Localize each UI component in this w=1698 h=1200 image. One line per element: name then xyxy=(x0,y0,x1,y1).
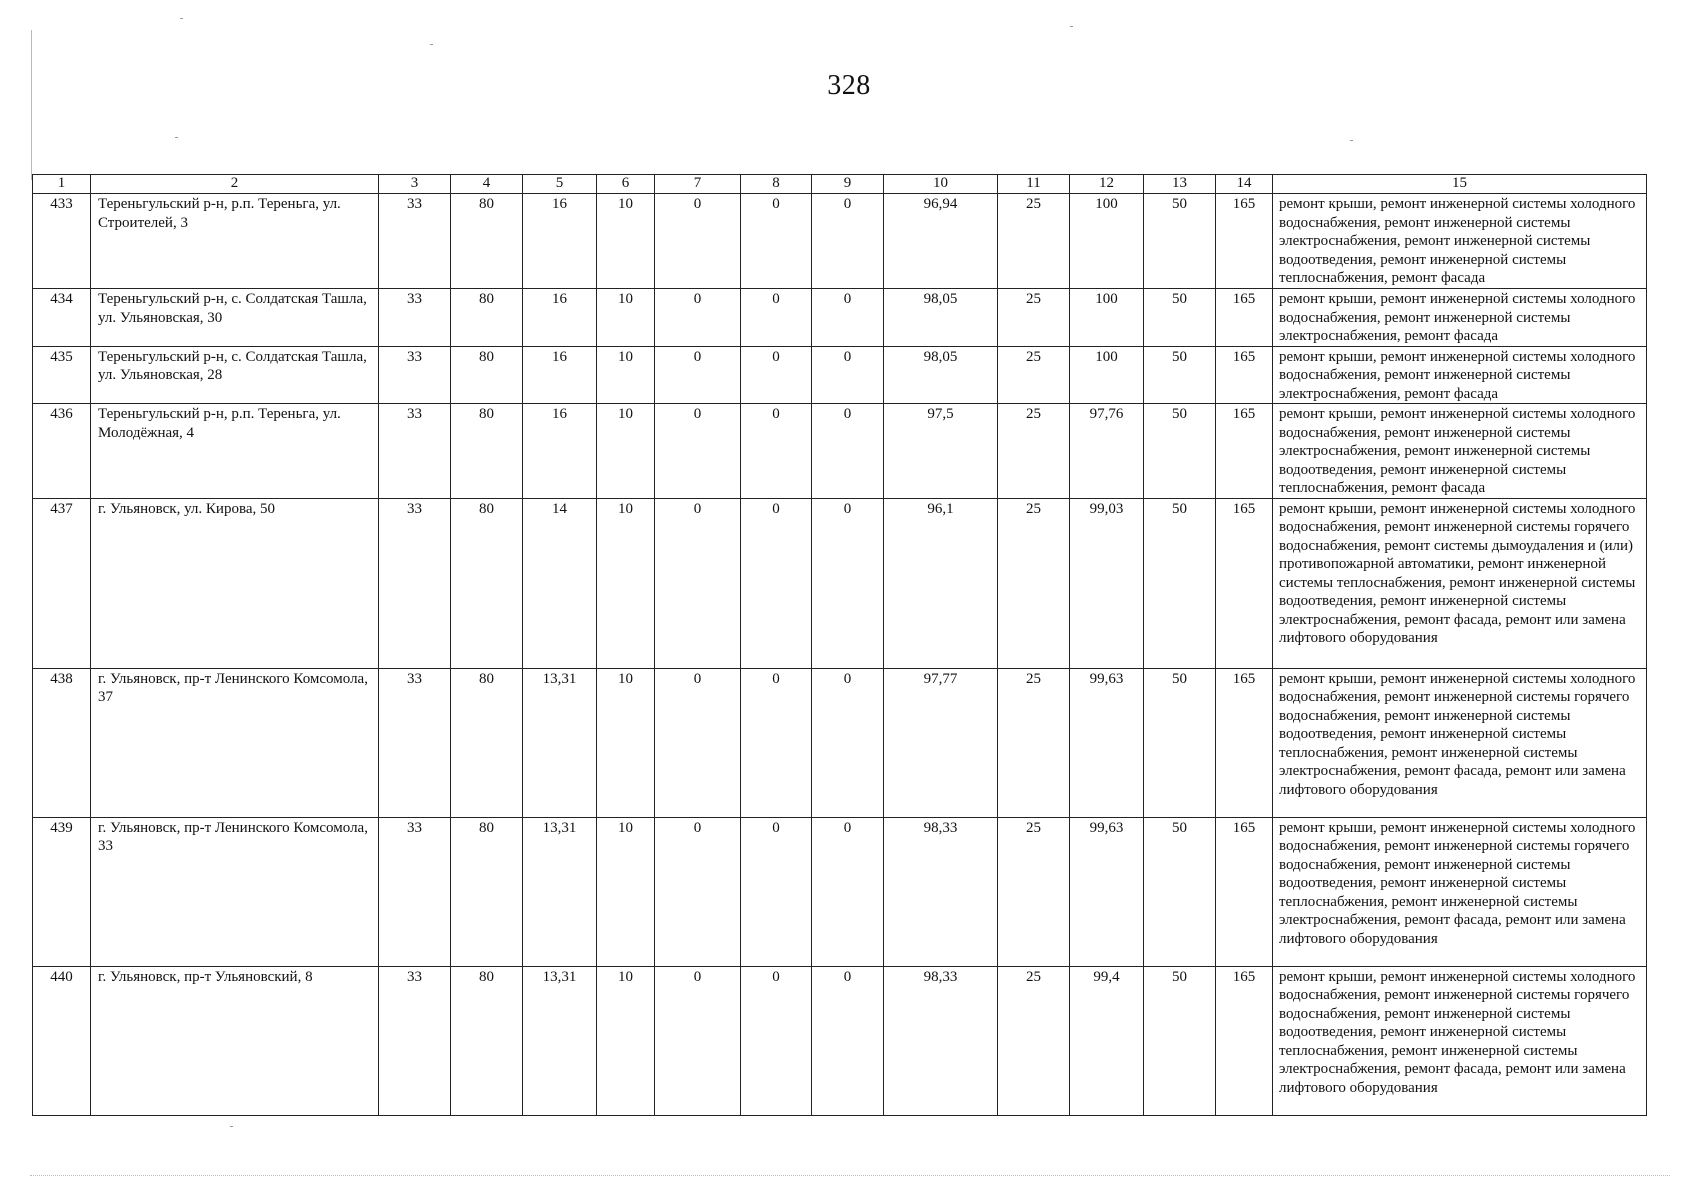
value-cell: 50 xyxy=(1144,668,1216,817)
value-cell: 33 xyxy=(379,346,451,404)
value-cell: 10 xyxy=(597,966,655,1115)
value-cell: 0 xyxy=(655,966,741,1115)
row-number: 438 xyxy=(33,668,91,817)
works-cell: ремонт крыши, ремонт инженерной системы холодного водоснабжения, ремонт инженерной системы электроснабжения, ремонт инженерной системы водоотведения, ремонт инженерной системы теплоснабжения, ремонт фасада xyxy=(1273,404,1647,499)
value-cell: 10 xyxy=(597,289,655,347)
table-row xyxy=(33,194,1647,289)
value-cell: 165 xyxy=(1216,346,1273,404)
column-header: 2 xyxy=(91,175,379,194)
value-cell: 96,1 xyxy=(884,498,998,668)
address-cell: Тереньгульский р-н, р.п. Тереньга, ул. Строителей, 3 xyxy=(91,194,379,289)
row-number: 440 xyxy=(33,966,91,1115)
scan-speck xyxy=(180,18,183,19)
works-cell: ремонт крыши, ремонт инженерной системы холодного водоснабжения, ремонт инженерной системы электроснабжения, ремонт фасада xyxy=(1273,289,1647,347)
value-cell: 16 xyxy=(523,346,597,404)
value-cell: 33 xyxy=(379,289,451,347)
column-header: 3 xyxy=(379,175,451,194)
page-number: 328 xyxy=(827,70,871,101)
value-cell: 33 xyxy=(379,668,451,817)
value-cell: 80 xyxy=(451,346,523,404)
column-header: 10 xyxy=(884,175,998,194)
value-cell: 0 xyxy=(812,498,884,668)
value-cell: 80 xyxy=(451,498,523,668)
value-cell: 33 xyxy=(379,404,451,499)
value-cell: 99,4 xyxy=(1070,966,1144,1115)
value-cell: 25 xyxy=(998,817,1070,966)
value-cell: 0 xyxy=(741,346,812,404)
value-cell: 165 xyxy=(1216,498,1273,668)
value-cell: 33 xyxy=(379,498,451,668)
works-cell: ремонт крыши, ремонт инженерной системы холодного водоснабжения, ремонт инженерной системы электроснабжения, ремонт фасада xyxy=(1273,346,1647,404)
value-cell: 33 xyxy=(379,817,451,966)
column-header: 6 xyxy=(597,175,655,194)
value-cell: 50 xyxy=(1144,498,1216,668)
value-cell: 80 xyxy=(451,289,523,347)
column-header: 1 xyxy=(33,175,91,194)
value-cell: 80 xyxy=(451,966,523,1115)
scan-noise-line xyxy=(30,1175,1670,1177)
column-header: 11 xyxy=(998,175,1070,194)
column-header: 8 xyxy=(741,175,812,194)
row-number: 439 xyxy=(33,817,91,966)
value-cell: 0 xyxy=(655,346,741,404)
address-cell: Тереньгульский р-н, р.п. Тереньга, ул. Молодёжная, 4 xyxy=(91,404,379,499)
scan-margin-rule xyxy=(31,30,32,180)
scan-speck xyxy=(230,1126,233,1127)
value-cell: 97,5 xyxy=(884,404,998,499)
address-cell: Тереньгульский р-н, с. Солдатская Ташла, ул. Ульяновская, 28 xyxy=(91,346,379,404)
value-cell: 50 xyxy=(1144,404,1216,499)
value-cell: 98,05 xyxy=(884,289,998,347)
value-cell: 16 xyxy=(523,194,597,289)
value-cell: 50 xyxy=(1144,194,1216,289)
value-cell: 50 xyxy=(1144,346,1216,404)
value-cell: 50 xyxy=(1144,289,1216,347)
value-cell: 0 xyxy=(655,817,741,966)
column-header: 12 xyxy=(1070,175,1144,194)
value-cell: 0 xyxy=(741,289,812,347)
value-cell: 0 xyxy=(812,194,884,289)
value-cell: 100 xyxy=(1070,289,1144,347)
table-row xyxy=(33,498,1647,668)
column-header: 14 xyxy=(1216,175,1273,194)
table-row xyxy=(33,289,1647,347)
scan-speck xyxy=(430,44,433,45)
value-cell: 0 xyxy=(741,498,812,668)
value-cell: 0 xyxy=(812,346,884,404)
address-cell: г. Ульяновск, пр-т Ленинского Комсомола, 33 xyxy=(91,817,379,966)
table-row xyxy=(33,346,1647,404)
value-cell: 165 xyxy=(1216,668,1273,817)
value-cell: 25 xyxy=(998,346,1070,404)
value-cell: 165 xyxy=(1216,194,1273,289)
value-cell: 100 xyxy=(1070,194,1144,289)
table-row xyxy=(33,966,1647,1115)
value-cell: 99,03 xyxy=(1070,498,1144,668)
value-cell: 10 xyxy=(597,817,655,966)
row-number: 437 xyxy=(33,498,91,668)
value-cell: 0 xyxy=(812,817,884,966)
row-number: 434 xyxy=(33,289,91,347)
value-cell: 25 xyxy=(998,668,1070,817)
value-cell: 99,63 xyxy=(1070,817,1144,966)
value-cell: 10 xyxy=(597,404,655,499)
scan-speck xyxy=(1070,26,1073,27)
works-cell: ремонт крыши, ремонт инженерной системы холодного водоснабжения, ремонт инженерной системы электроснабжения, ремонт инженерной системы водоотведения, ремонт инженерной системы теплоснабжения, ремонт фасада xyxy=(1273,194,1647,289)
table-row xyxy=(33,817,1647,966)
value-cell: 13,31 xyxy=(523,817,597,966)
column-header: 15 xyxy=(1273,175,1647,194)
value-cell: 0 xyxy=(741,966,812,1115)
value-cell: 14 xyxy=(523,498,597,668)
value-cell: 99,63 xyxy=(1070,668,1144,817)
value-cell: 98,33 xyxy=(884,966,998,1115)
address-cell: г. Ульяновск, пр-т Ленинского Комсомола, 37 xyxy=(91,668,379,817)
works-cell: ремонт крыши, ремонт инженерной системы холодного водоснабжения, ремонт инженерной системы горячего водоснабжения, ремонт инженерной системы водоотведения, ремонт инженерной системы теплоснабжения, ремонт инженерной системы электроснабжения, ремонт фасада, ремонт или замена лифтового оборудования xyxy=(1273,668,1647,817)
value-cell: 97,76 xyxy=(1070,404,1144,499)
value-cell: 16 xyxy=(523,404,597,499)
value-cell: 10 xyxy=(597,346,655,404)
value-cell: 165 xyxy=(1216,404,1273,499)
value-cell: 98,33 xyxy=(884,817,998,966)
value-cell: 80 xyxy=(451,668,523,817)
column-header: 9 xyxy=(812,175,884,194)
value-cell: 25 xyxy=(998,289,1070,347)
table-row xyxy=(33,668,1647,817)
value-cell: 25 xyxy=(998,404,1070,499)
value-cell: 25 xyxy=(998,966,1070,1115)
value-cell: 0 xyxy=(741,194,812,289)
value-cell: 0 xyxy=(812,966,884,1115)
value-cell: 16 xyxy=(523,289,597,347)
row-number: 436 xyxy=(33,404,91,499)
value-cell: 10 xyxy=(597,668,655,817)
column-header: 4 xyxy=(451,175,523,194)
address-cell: Тереньгульский р-н, с. Солдатская Ташла, ул. Ульяновская, 30 xyxy=(91,289,379,347)
column-header: 13 xyxy=(1144,175,1216,194)
value-cell: 33 xyxy=(379,194,451,289)
table-row xyxy=(33,404,1647,499)
value-cell: 0 xyxy=(812,404,884,499)
works-cell: ремонт крыши, ремонт инженерной системы холодного водоснабжения, ремонт инженерной системы горячего водоснабжения, ремонт инженерной системы водоотведения, ремонт инженерной системы теплоснабжения, ремонт инженерной системы электроснабжения, ремонт фасада, ремонт или замена лифтового оборудования xyxy=(1273,966,1647,1115)
value-cell: 100 xyxy=(1070,346,1144,404)
value-cell: 97,77 xyxy=(884,668,998,817)
column-number-row xyxy=(33,175,1647,194)
column-header: 5 xyxy=(523,175,597,194)
column-header: 7 xyxy=(655,175,741,194)
value-cell: 0 xyxy=(655,289,741,347)
address-cell: г. Ульяновск, пр-т Ульяновский, 8 xyxy=(91,966,379,1115)
works-cell: ремонт крыши, ремонт инженерной системы холодного водоснабжения, ремонт инженерной системы горячего водоснабжения, ремонт системы дымоудаления и (или) противопожарной автоматики, ремонт инженерной системы теплоснабжения, ремонт инженерной системы водоотведения, ремонт инженерной системы электроснабжения, ремонт фасада, ремонт или замена лифтового оборудования xyxy=(1273,498,1647,668)
value-cell: 0 xyxy=(812,668,884,817)
value-cell: 0 xyxy=(655,404,741,499)
row-number: 433 xyxy=(33,194,91,289)
value-cell: 25 xyxy=(998,498,1070,668)
value-cell: 0 xyxy=(741,668,812,817)
value-cell: 13,31 xyxy=(523,668,597,817)
value-cell: 50 xyxy=(1144,966,1216,1115)
value-cell: 0 xyxy=(812,289,884,347)
scan-speck xyxy=(1350,140,1353,141)
row-number: 435 xyxy=(33,346,91,404)
value-cell: 96,94 xyxy=(884,194,998,289)
scan-speck xyxy=(175,137,178,138)
value-cell: 80 xyxy=(451,817,523,966)
value-cell: 80 xyxy=(451,404,523,499)
repair-program-table xyxy=(32,174,1647,1116)
value-cell: 13,31 xyxy=(523,966,597,1115)
value-cell: 165 xyxy=(1216,966,1273,1115)
value-cell: 10 xyxy=(597,498,655,668)
works-cell: ремонт крыши, ремонт инженерной системы холодного водоснабжения, ремонт инженерной системы горячего водоснабжения, ремонт инженерной системы водоотведения, ремонт инженерной системы теплоснабжения, ремонт инженерной системы электроснабжения, ремонт фасада, ремонт или замена лифтового оборудования xyxy=(1273,817,1647,966)
address-cell: г. Ульяновск, ул. Кирова, 50 xyxy=(91,498,379,668)
value-cell: 0 xyxy=(655,498,741,668)
value-cell: 25 xyxy=(998,194,1070,289)
value-cell: 0 xyxy=(741,404,812,499)
value-cell: 33 xyxy=(379,966,451,1115)
value-cell: 0 xyxy=(655,668,741,817)
value-cell: 0 xyxy=(655,194,741,289)
value-cell: 165 xyxy=(1216,289,1273,347)
value-cell: 10 xyxy=(597,194,655,289)
value-cell: 98,05 xyxy=(884,346,998,404)
value-cell: 165 xyxy=(1216,817,1273,966)
value-cell: 50 xyxy=(1144,817,1216,966)
value-cell: 80 xyxy=(451,194,523,289)
value-cell: 0 xyxy=(741,817,812,966)
